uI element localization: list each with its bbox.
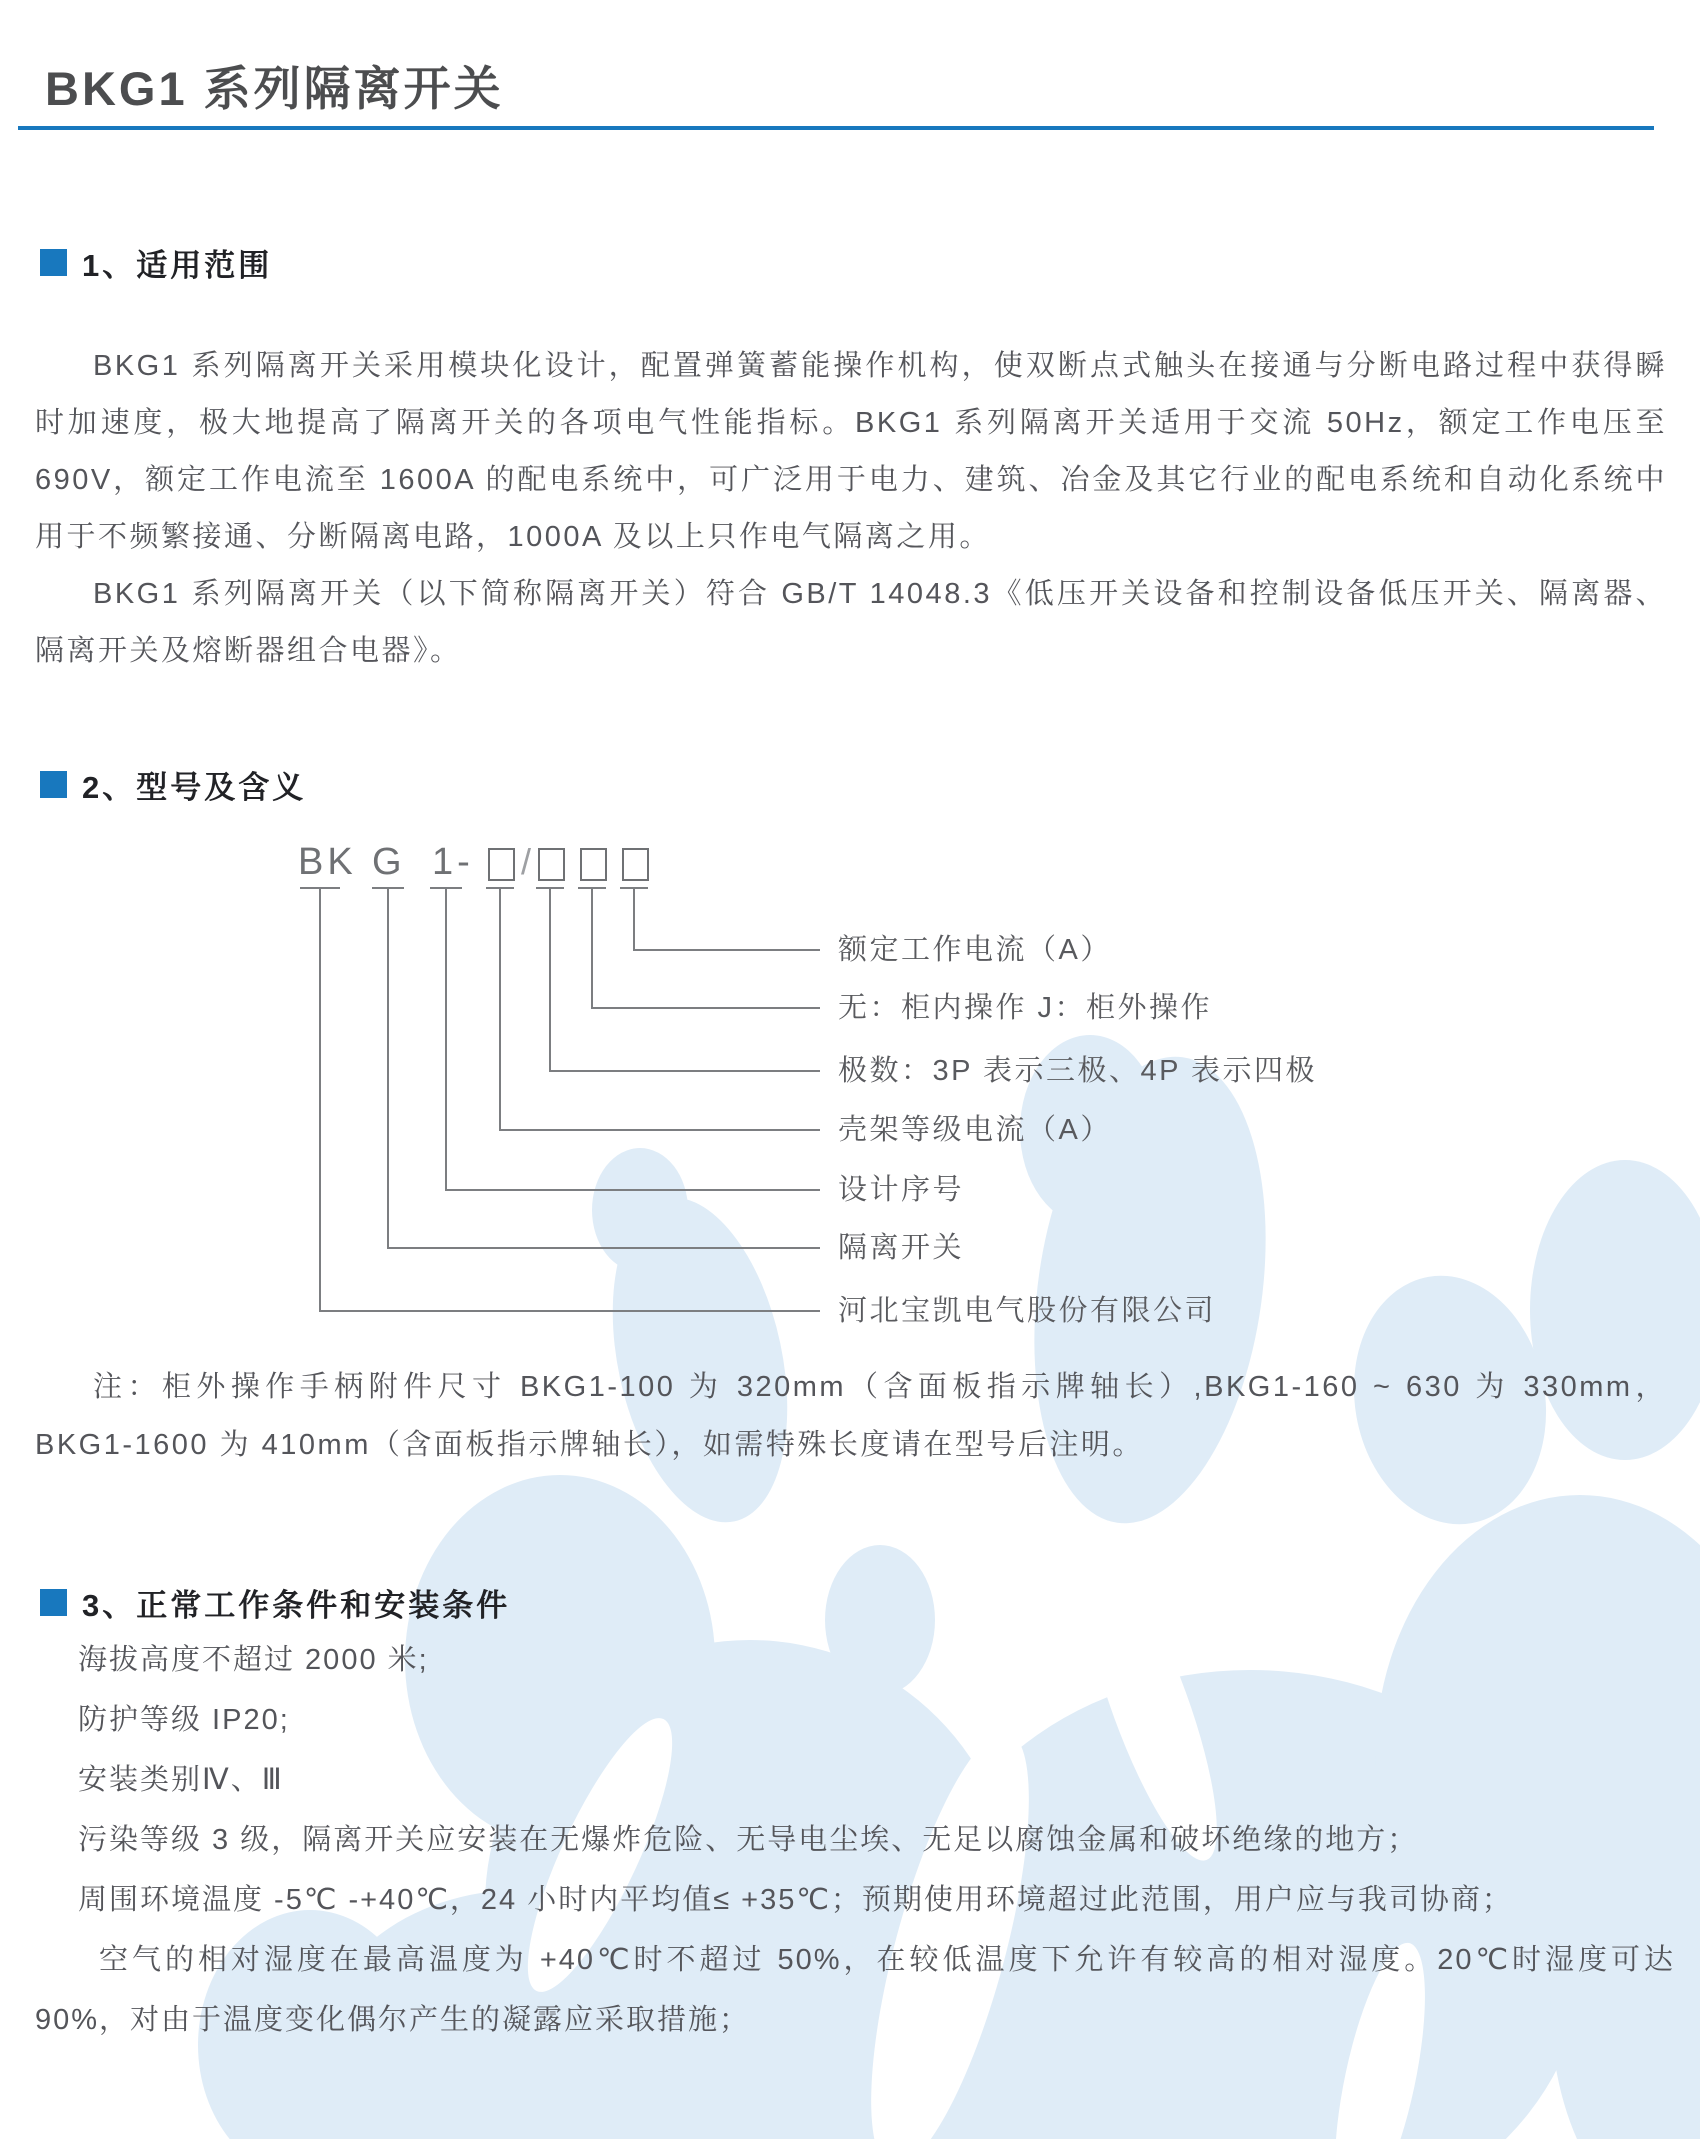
diagram-label-switch-type: 隔离开关 bbox=[838, 1232, 965, 1264]
model-unit-g: G bbox=[372, 841, 406, 883]
model-unit-bk: BK bbox=[298, 841, 357, 883]
section-1-title: 1、适用范围 bbox=[82, 248, 273, 283]
diagram-label-design-serial: 设计序号 bbox=[838, 1174, 965, 1206]
model-placeholder-box bbox=[580, 848, 607, 881]
diagram-label-poles: 极数：3P 表示三极、4P 表示四极 bbox=[838, 1055, 1318, 1087]
note-paragraph: 注：柜外操作手柄附件尺寸 BKG1-100 为 320mm（含面板指示牌轴长）,BKG1-160 ~ 630 为 330mm，BKG1-1600 为 410mm（含面板指示牌轴长），如需特殊长度请在型号后注明。 bbox=[35, 1371, 1667, 1461]
section-2-note bbox=[35, 1358, 1667, 1474]
diagram-label-frame-current: 壳架等级电流（A） bbox=[838, 1114, 1112, 1146]
condition-item-humidity: 空气的相对湿度在最高温度为 +40℃时不超过 50%，在较低温度下允许有较高的相对湿度。20℃时湿度可达 90%，对由于温度变化偶尔产生的凝露应采取措施； bbox=[35, 1944, 1675, 2036]
page-title: BKG1 系列隔离开关 bbox=[45, 62, 504, 115]
paragraph: BKG1 系列隔离开关采用模块化设计，配置弹簧蓄能操作机构，使双断点式触头在接通与分断电路过程中获得瞬时加速度，极大地提高了隔离开关的各项电气性能指标。BKG1 系列隔离开关适用于交流 50Hz，额定工作电压至 690V，额定工作电流至 1600A 的配电系统中，可广泛用于电力、建筑、冶金及其它行业的配电系统和自动化系统中用于不频繁接通、分断隔离电路，1000A 及以上只作电气隔离之用。 bbox=[35, 350, 1667, 553]
model-slash: / bbox=[521, 841, 532, 882]
section-2-title: 2、型号及含义 bbox=[82, 770, 307, 805]
condition-item: 污染等级 3 级，隔离开关应安装在无爆炸危险、无导电尘埃、无足以腐蚀金属和破坏绝缘的地方； bbox=[78, 1824, 1419, 1856]
section-3-title: 3、正常工作条件和安装条件 bbox=[82, 1588, 511, 1623]
section-3-conditions-list bbox=[78, 1630, 1678, 1930]
section-bullet-icon bbox=[40, 1589, 67, 1616]
model-placeholder-box bbox=[622, 848, 649, 881]
diagram-label-operation-mode: 无：柜内操作 J：柜外操作 bbox=[838, 992, 1213, 1024]
diagram-label-company: 河北宝凯电气股份有限公司 bbox=[838, 1295, 1217, 1327]
paragraph: BKG1 系列隔离开关（以下简称隔离开关）符合 GB/T 14048.3《低压开关设备和控制设备低压开关、隔离器、隔离开关及熔断器组合电器》。 bbox=[35, 578, 1667, 667]
section-3-heading bbox=[40, 1580, 510, 1625]
model-placeholder-box bbox=[538, 848, 565, 881]
condition-item: 海拔高度不超过 2000 米; bbox=[78, 1644, 429, 1676]
model-unit-1: 1- bbox=[432, 841, 474, 883]
condition-item: 周围环境温度 -5℃ -+40℃，24 小时内平均值≤ +35℃；预期使用环境超过此范围，用户应与我司协商； bbox=[78, 1884, 1513, 1916]
condition-item: 安装类别Ⅳ、Ⅲ bbox=[78, 1764, 284, 1796]
model-placeholder-box bbox=[488, 848, 515, 881]
condition-item: 防护等级 IP20; bbox=[78, 1704, 290, 1736]
diagram-label-rated-current: 额定工作电流（A） bbox=[838, 934, 1112, 966]
